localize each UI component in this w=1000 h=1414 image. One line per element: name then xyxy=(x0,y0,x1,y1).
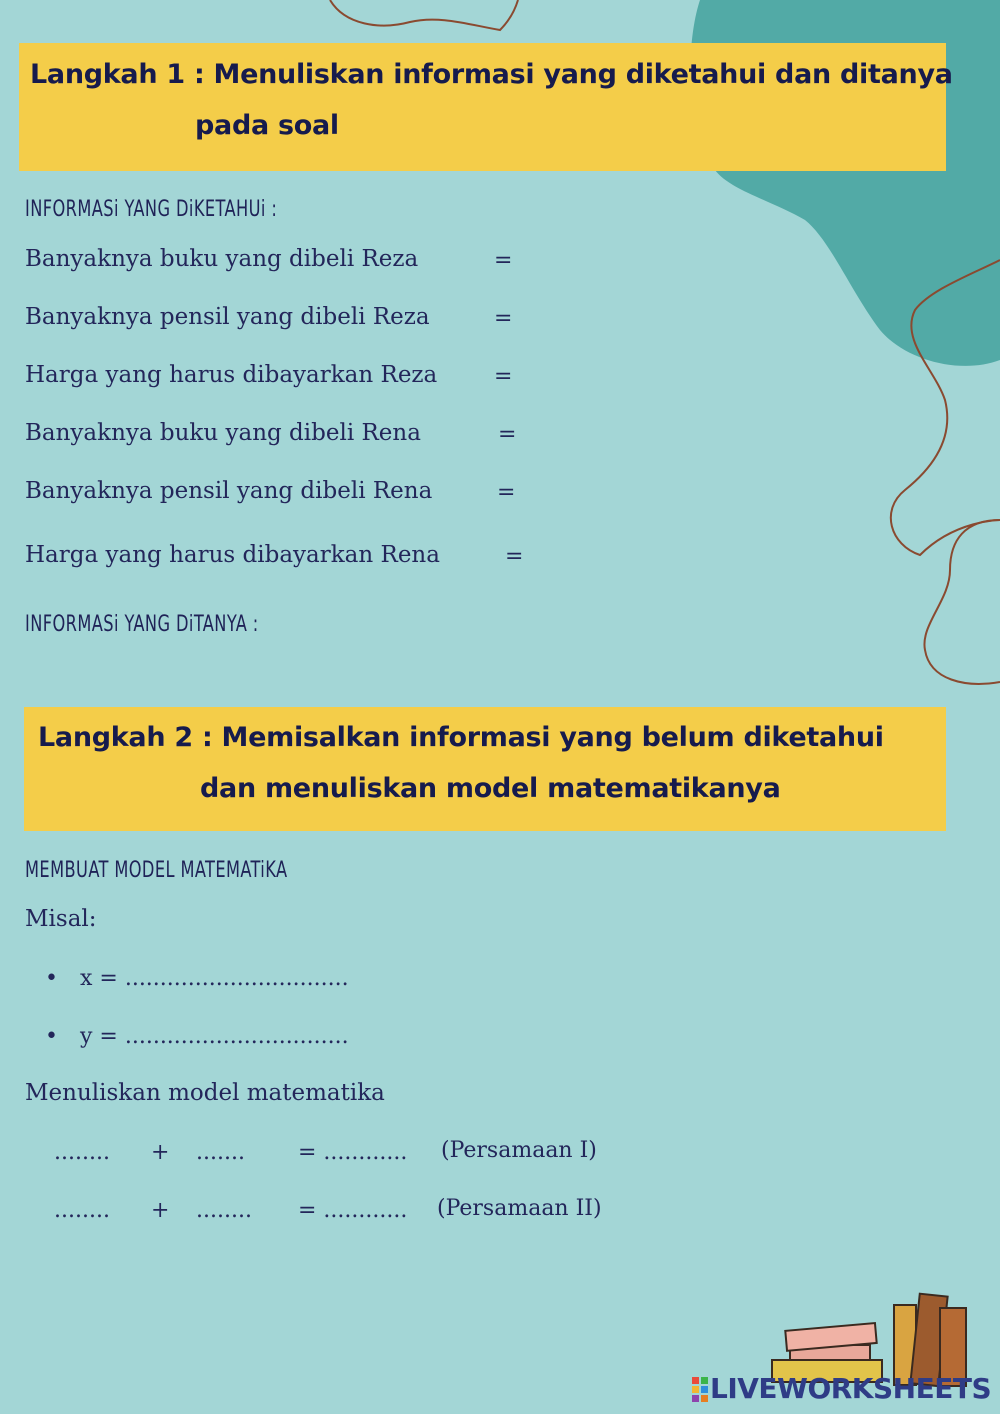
known-item-label: Banyaknya pensil yang dibeli Reza xyxy=(25,304,430,330)
known-item-eq: = xyxy=(498,422,517,447)
step1-title-line1: Langkah 1 : Menuliskan informasi yang diketahui dan ditanya xyxy=(30,59,953,90)
bullet-icon: • xyxy=(45,966,58,991)
model-heading: MEMBUAT MODEL MATEMATiKA xyxy=(25,858,288,883)
misal-label: Misal: xyxy=(25,906,97,932)
step2-title-line1: Langkah 2 : Memisalkan informasi yang belum diketahui xyxy=(38,722,884,753)
squiggle-top xyxy=(330,0,518,30)
model-label: Menuliskan model matematika xyxy=(25,1080,385,1106)
step1-title-line2: pada soal xyxy=(195,110,339,141)
variable-x: x = ................................ xyxy=(80,966,349,991)
equation-1-name: (Persamaan I) xyxy=(441,1138,597,1163)
equation-2-a: ........ xyxy=(54,1198,110,1223)
logo-text: LIVEWORKSHEETS xyxy=(710,1372,992,1405)
known-item-eq: = xyxy=(497,480,516,505)
known-item-eq: = xyxy=(494,364,513,389)
known-heading: INFORMASi YANG DiKETAHUi : xyxy=(25,197,278,222)
step2-title-line2: dan menuliskan model matematikanya xyxy=(200,773,781,804)
squiggle-right-lower xyxy=(924,520,1000,684)
known-item-eq: = xyxy=(494,248,513,273)
known-item-label: Banyaknya pensil yang dibeli Rena xyxy=(25,478,433,504)
known-item-label: Harga yang harus dibayarkan Reza xyxy=(25,362,438,388)
equation-2-b: ........ xyxy=(196,1198,252,1223)
equation-1-b: ....... xyxy=(196,1140,245,1165)
step2-banner xyxy=(24,707,946,831)
known-item-label: Banyaknya buku yang dibeli Rena xyxy=(25,420,421,446)
equation-2-name: (Persamaan II) xyxy=(437,1196,602,1221)
bullet-icon: • xyxy=(45,1024,58,1049)
known-item-eq: = xyxy=(494,306,513,331)
equation-1-eq: = ............ xyxy=(298,1140,408,1165)
asked-heading: INFORMASi YANG DiTANYA : xyxy=(25,612,259,637)
equation-1-a: ........ xyxy=(54,1140,110,1165)
liveworksheets-logo xyxy=(690,1372,990,1408)
known-item-label: Harga yang harus dibayarkan Rena xyxy=(25,542,440,568)
variable-y: y = ................................ xyxy=(80,1024,349,1049)
known-item-label: Banyaknya buku yang dibeli Reza xyxy=(25,246,419,272)
logo-icon xyxy=(690,1375,710,1405)
equation-2-plus: + xyxy=(151,1198,170,1223)
step1-banner xyxy=(19,43,953,171)
equation-2-eq: = ............ xyxy=(298,1198,408,1223)
known-item-eq: = xyxy=(505,544,524,569)
equation-1-plus: + xyxy=(151,1140,170,1165)
